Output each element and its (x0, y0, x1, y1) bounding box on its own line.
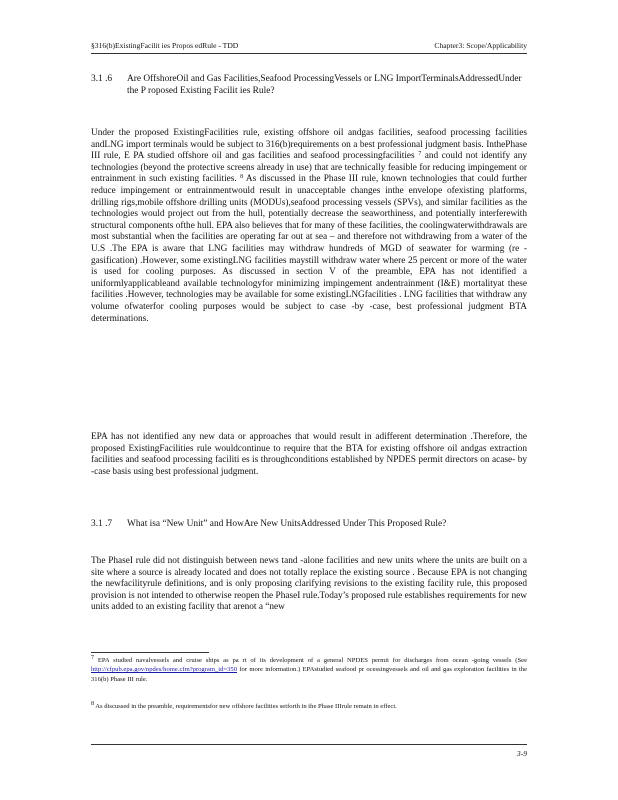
footnote-reference-8[interactable]: 8 (240, 174, 244, 181)
paragraph-text: The PhaseI rule did not distinguish between news tand -alone facilities and new units where the units are built on a site where a source is already located and does not totally replace the existing source . Because EPA is not changing the newfacilityrule definitions, and is only proposing clarifying revisions to the existing facility rule, this proposed provision is not intended to otherwise reopen the PhaseI rule.Today’s proposed rule establishes requirements for new units added to an existing facility that arenot a “new (91, 556, 527, 613)
footnote-divider (91, 652, 209, 653)
footnote-7 (91, 656, 527, 684)
header-divider (91, 53, 527, 54)
footnote-marker: 8 (91, 701, 94, 707)
header-left-text: §316(b)ExistingFacilit ies Propos edRule - TDD (91, 41, 239, 50)
footnote-text: As discussed in the preamble, requirementsfor new offshore facilities setforth in the Phase IIIrule remain in effect. (95, 703, 397, 710)
footnote-reference-7[interactable]: 7 (418, 151, 422, 158)
footnote-8 (91, 702, 527, 711)
section-heading-3-1-6 (91, 73, 527, 97)
page-number: 3-9 (516, 749, 527, 758)
section-number: 3.1 .6 (91, 74, 113, 84)
section-title: Are OffshoreOil and Gas Facilities,Seafood ProcessingVessels or LNG ImportTerminalsAddressedUnder the P roposed Existing Facilit ies Rule? (127, 74, 522, 96)
footnote-text: for more information.) EPAstudied seafood pr ocessingvessels and oil and gas exploration facilities in the 316(b) Phase III rule. (91, 666, 527, 683)
section-title: What isa “New Unit” and HowAre New UnitsAddressed Under This Proposed Rule? (127, 519, 447, 529)
header-right-text: Chapter3: Scope/Applicability (434, 41, 527, 50)
paragraph-text: As discussed in the Phase III rule, known technologies that could further reduce impingement or entrainmentwould result in unacceptable changes inthe envelope ofexisting platforms, drilling rigs,mobile offshore drilling units (MODUs),seafood processing vessels (SPVs), and similar facilities as the technologies would project out from the hull, potentially decrease the seaworthiness, and potentially interferewith structural components ofthe hull. EPA also believes that for many of these facilities, the coolingwaterwithdrawals are most substantial when the facilities are operating far out at sea – and therefore not withdrawing from a water of the U.S .The EPA is aware that LNG facilities may withdraw hundreds of MGD of seawater for warming (re -gasification) .However, some existingLNG facilities maystill withdraw water where 25 percent or more of the water is used for cooling purposes. As discussed in section V of the preamble, EPA has not identified a uniformlyapplicableand available technologyfor minimizing impingement andentrainment (I&E) mortalityat these facilities .However, technologies may be available for some existingLNGfacilities . LNG facilities that withdraw any volume ofwaterfor cooling purposes would be subject to case -by -case, best professional judgment BTA determinations. (91, 174, 527, 324)
paragraph-text: and could not identify any technologies (beyond the protective screens already in use) that are technically feasible for reducing impingement or entrainment in such existing facilities. (91, 151, 528, 185)
paragraph-text: EPA has not identified any new data or approaches that would result in adifferent determination .Therefore, the proposed ExistingFacilities rule wouldcontinue to require that the BTA for existing offshore oil andgas extraction facilities and seafood processing faciliti es is throughconditions established by NPDES permit directors on acase- by -case basis using best professional judgment. (91, 432, 527, 477)
body-paragraph-3 (91, 556, 527, 614)
body-paragraph-1 (91, 128, 527, 325)
body-paragraph-2 (91, 432, 527, 478)
paragraph-text: Under the proposed ExistingFacilities rule, existing offshore oil andgas facilities, seafood processing facilities andLNG import terminals would be subject to 316(b)requirements on a best professional judgment basis. InthePhase III rule, E PA studied offshore oil and gas facilities and seafood processingfacilities (91, 128, 527, 162)
running-header (91, 41, 527, 50)
footnote-text: EPA studied navalvessels and cruise ships as pa rt of its development of a general NPDES permit for discharges from ocean -going vessels (See (97, 657, 527, 664)
section-number: 3.1 .7 (91, 519, 113, 529)
footer-divider (91, 744, 527, 745)
section-heading-3-1-7 (91, 518, 527, 530)
footnote-link[interactable]: http://cfpub.epa.gov/npdes/home.cfm?program_id=350 (91, 666, 237, 674)
footnote-marker: 7 (91, 655, 94, 661)
